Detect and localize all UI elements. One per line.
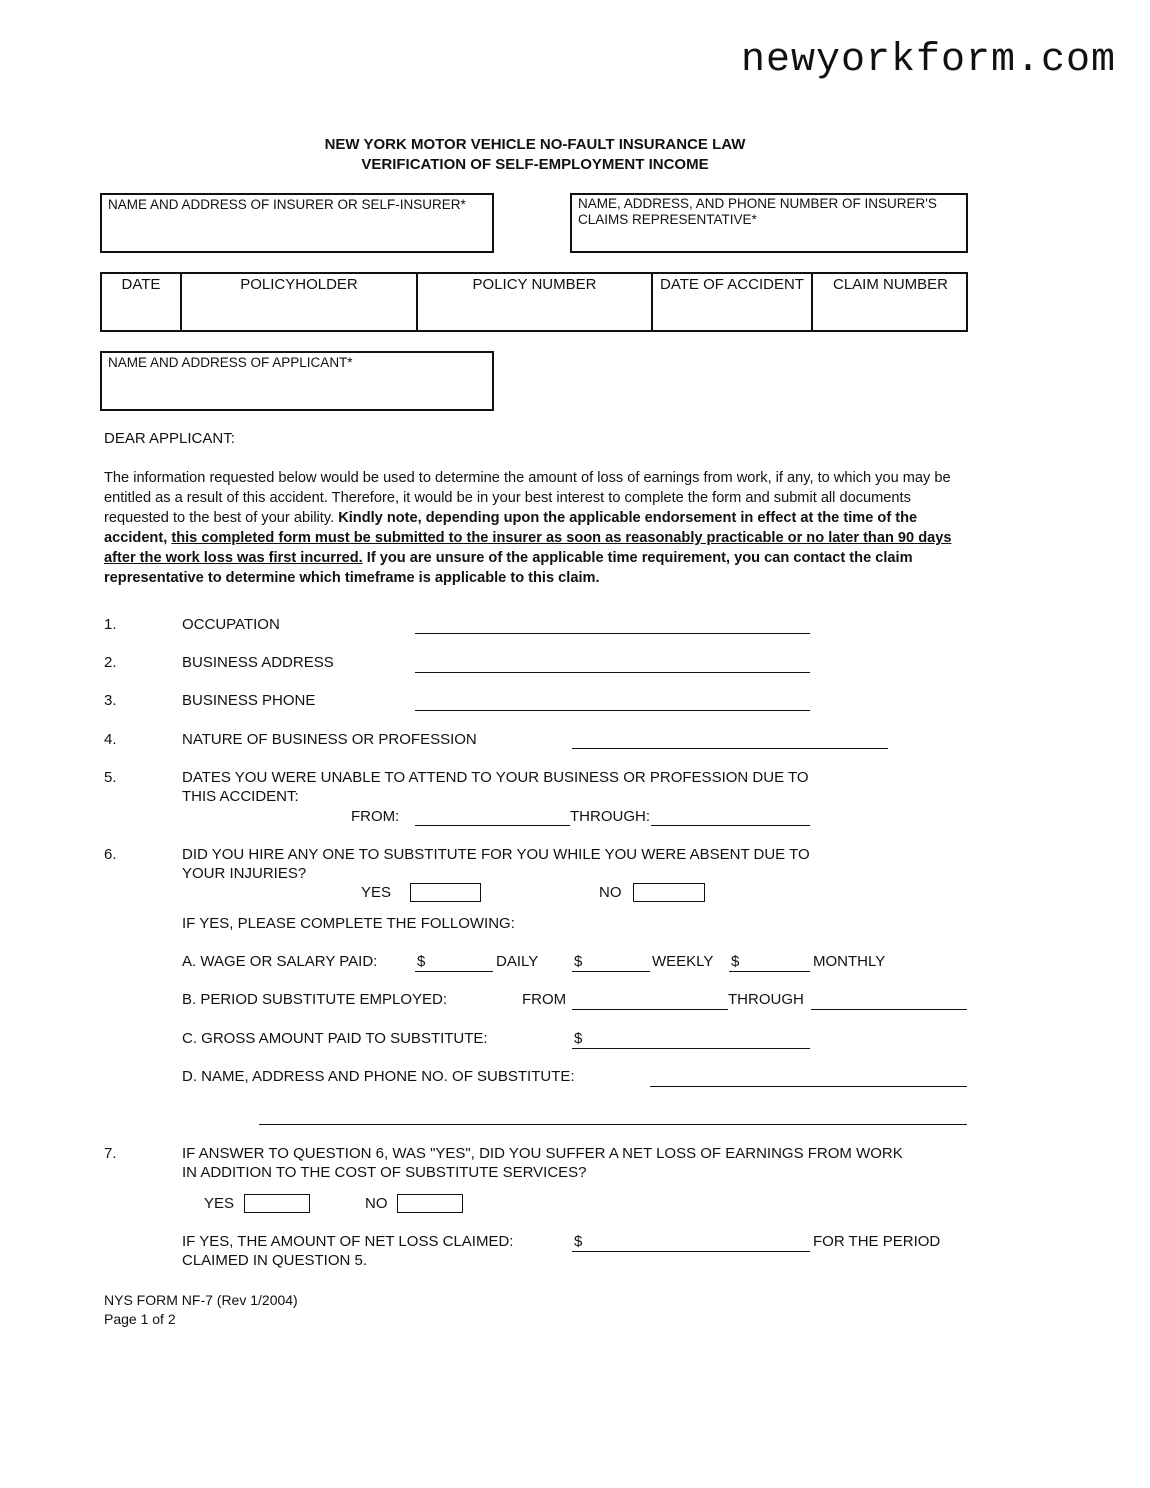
q6b-from-field[interactable]: [572, 1009, 728, 1010]
q7-no-label: NO: [365, 1195, 388, 1212]
instructions-deadline: this completed form must be submitted to the insurer as soon as reasonably practicable or no later than 90 days after the work loss was first incurred.: [104, 530, 952, 566]
date-of-accident-label: DATE OF ACCIDENT: [660, 276, 804, 293]
q5-through-label: THROUGH:: [570, 808, 650, 825]
applicant-box-label: NAME AND ADDRESS OF APPLICANT*: [108, 355, 353, 370]
q6-if-yes: IF YES, PLEASE COMPLETE THE FOLLOWING:: [182, 915, 515, 932]
q7-net-loss-line2: CLAIMED IN QUESTION 5.: [182, 1252, 368, 1269]
q5-from-label: FROM:: [351, 808, 400, 825]
q1-label: OCCUPATION: [182, 616, 280, 633]
instructions-bold-2: If you are unsure of the applicable time requirement, you can contact the claim representative to determine which timeframe is applicable to this claim.: [104, 550, 913, 586]
claim-number-cell[interactable]: [813, 274, 968, 330]
policy-number-cell[interactable]: [418, 274, 653, 330]
q7-net-loss-line1: IF YES, THE AMOUNT OF NET LOSS CLAIMED:: [182, 1233, 514, 1250]
date-cell[interactable]: [102, 274, 182, 330]
q7-for-period: FOR THE PERIOD: [813, 1233, 941, 1250]
q6a-monthly-field[interactable]: [729, 971, 810, 972]
q4-label: NATURE OF BUSINESS OR PROFESSION: [182, 731, 477, 748]
watermark: newyorkform.com: [740, 38, 1116, 83]
q6a-daily-field[interactable]: [415, 971, 493, 972]
policy-number-label: POLICY NUMBER: [472, 276, 597, 293]
q6-yes-label: YES: [361, 884, 392, 901]
q2-label: BUSINESS ADDRESS: [182, 654, 334, 671]
business-phone-field[interactable]: [415, 710, 810, 711]
q6b-label: B. PERIOD SUBSTITUTE EMPLOYED:: [182, 991, 448, 1008]
insurer-box-label: NAME AND ADDRESS OF INSURER OR SELF-INSURER*: [108, 197, 466, 212]
q5-line2: THIS ACCIDENT:: [182, 788, 299, 805]
q7-no-checkbox[interactable]: [397, 1194, 463, 1213]
q6a-label: A. WAGE OR SALARY PAID:: [182, 953, 378, 970]
form-subtitle: VERIFICATION OF SELF-EMPLOYMENT INCOME: [361, 156, 709, 173]
occupation-field[interactable]: [415, 633, 810, 634]
q7-line2: IN ADDITION TO THE COST OF SUBSTITUTE SERVICES?: [182, 1164, 587, 1181]
q6b-through-field[interactable]: [811, 1009, 967, 1010]
q6-yes-checkbox[interactable]: [410, 883, 481, 902]
greeting: DEAR APPLICANT:: [104, 430, 235, 447]
claims-rep-label-line2: CLAIMS REPRESENTATIVE*: [578, 212, 757, 227]
policyholder-label: POLICYHOLDER: [240, 276, 358, 293]
q6-line1: DID YOU HIRE ANY ONE TO SUBSTITUTE FOR YOU WHILE YOU WERE ABSENT DUE TO: [182, 846, 810, 863]
q6-no-label: NO: [599, 884, 622, 901]
q1-number: 1.: [104, 616, 117, 633]
q5-number: 5.: [104, 769, 117, 786]
q7-dollar: $: [574, 1233, 583, 1250]
instructions-normal: The information requested below would be used to determine the amount of loss of earnings from work, if any, to which you may be entitled as a result of this accident. Therefore, it would be in your best interest to complete the form and submit all documents requested to the best of your ability.: [104, 470, 951, 526]
q6c-label: C. GROSS AMOUNT PAID TO SUBSTITUTE:: [182, 1030, 488, 1047]
date-of-accident-cell[interactable]: [653, 274, 813, 330]
q4-number: 4.: [104, 731, 117, 748]
form-title: NEW YORK MOTOR VEHICLE NO-FAULT INSURANCE LAW: [324, 136, 746, 153]
date-label: DATE: [121, 276, 161, 293]
q6d-substitute-field-1[interactable]: [650, 1086, 967, 1087]
q6a-monthly-label: MONTHLY: [813, 953, 886, 970]
q3-label: BUSINESS PHONE: [182, 692, 316, 709]
claims-rep-label-line1: NAME, ADDRESS, AND PHONE NUMBER OF INSURER'S: [578, 196, 937, 211]
q6-no-checkbox[interactable]: [633, 883, 705, 902]
instructions-bold-1: Kindly note, depending upon the applicable endorsement in effect at the time of the accident,: [104, 510, 918, 546]
q3-number: 3.: [104, 692, 117, 709]
q5-from-field[interactable]: [415, 825, 570, 826]
claims-rep-box[interactable]: [570, 193, 968, 253]
policy-header-row: [100, 272, 968, 332]
q6d-label: D. NAME, ADDRESS AND PHONE NO. OF SUBSTITUTE:: [182, 1068, 575, 1085]
policyholder-cell[interactable]: [182, 274, 418, 330]
claim-number-label: CLAIM NUMBER: [832, 276, 948, 293]
q6a-weekly-dollar: $: [574, 953, 583, 970]
applicant-box[interactable]: [100, 351, 494, 411]
q5-line1: DATES YOU WERE UNABLE TO ATTEND TO YOUR BUSINESS OR PROFESSION DUE TO: [182, 769, 809, 786]
q6c-dollar: $: [574, 1030, 583, 1047]
q7-net-loss-field[interactable]: [572, 1251, 810, 1252]
q5-through-field[interactable]: [651, 825, 810, 826]
page-number: Page 1 of 2: [104, 1311, 176, 1327]
q7-yes-checkbox[interactable]: [244, 1194, 310, 1213]
q7-yes-label: YES: [204, 1195, 235, 1212]
q6a-monthly-dollar: $: [731, 953, 740, 970]
q6b-from-label: FROM: [522, 991, 567, 1008]
q6b-through-label: THROUGH: [728, 991, 804, 1008]
q6a-daily-dollar: $: [417, 953, 426, 970]
q6c-gross-amount-field[interactable]: [572, 1048, 810, 1049]
q6-number: 6.: [104, 846, 117, 863]
instructions-paragraph: [104, 468, 974, 588]
q6-line2: YOUR INJURIES?: [182, 865, 307, 882]
q6d-substitute-field-2[interactable]: [259, 1124, 967, 1125]
business-address-field[interactable]: [415, 672, 810, 673]
q6a-weekly-field[interactable]: [572, 971, 650, 972]
insurer-box[interactable]: [100, 193, 494, 253]
q7-number: 7.: [104, 1145, 117, 1162]
form-id: NYS FORM NF-7 (Rev 1/2004): [104, 1292, 298, 1308]
q6a-weekly-label: WEEKLY: [652, 953, 714, 970]
q2-number: 2.: [104, 654, 117, 671]
q7-line1: IF ANSWER TO QUESTION 6, WAS "YES", DID YOU SUFFER A NET LOSS OF EARNINGS FROM WORK: [182, 1145, 903, 1162]
nature-of-business-field[interactable]: [572, 748, 888, 749]
q6a-daily-label: DAILY: [496, 953, 539, 970]
